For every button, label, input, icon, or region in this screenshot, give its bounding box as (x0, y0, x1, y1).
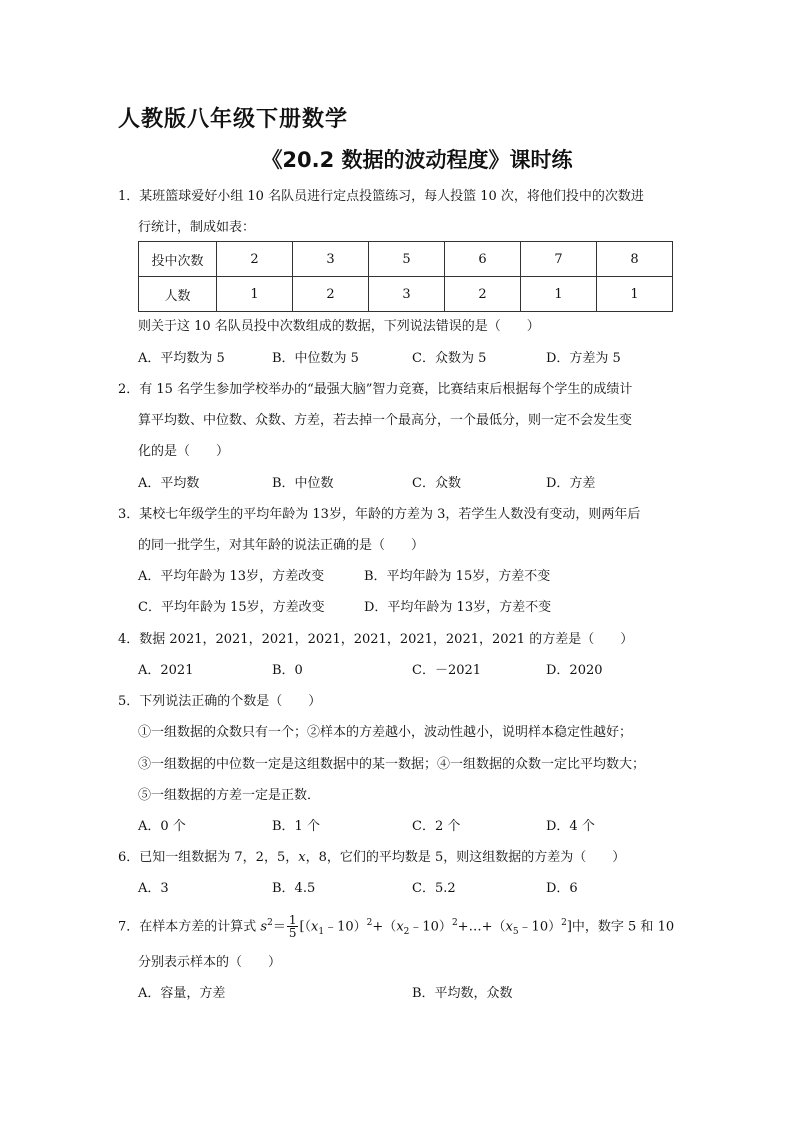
q4-stem-line1: 4．数据 2021，2021，2021，2021，2021，2021，2021，2021 的方差是（ ） (118, 632, 634, 647)
q7-fraction-denominator: 5 (288, 926, 297, 941)
q7-formula-open: [（ (299, 919, 312, 935)
q7-dots: +…+（ (457, 919, 506, 935)
document-subtitle: 《20.2 数据的波动程度》课时练 (261, 148, 573, 172)
table-cell: 2 (293, 277, 369, 312)
q5-option-d: D．4 个 (546, 819, 595, 834)
table-row (139, 242, 673, 277)
q5-option-b: B．1 个 (272, 819, 320, 834)
q7-equals: ＝ (272, 919, 286, 935)
q2-option-c: C．众数 (412, 476, 461, 491)
q1-option-a: A．平均数为 5 (138, 351, 225, 366)
q2-option-a: A．平均数 (138, 476, 200, 491)
q1-stem-line1: 1．某班篮球爱好小组 10 名队员进行定点投篮练习，每人投篮 10 次，将他们投中的次数进 (118, 189, 644, 204)
q7-option-b: B．平均数，众数 (412, 986, 513, 1001)
q7-option-a: A．容量，方差 (138, 986, 226, 1001)
q6-stem-part1: 6．已知一组数据为 7，2，5， (118, 850, 299, 865)
table-cell: 1 (217, 277, 293, 312)
q4-option-d: D．2020 (546, 663, 603, 678)
q7-stem-line1 (118, 910, 674, 945)
q5-option-c: C．2 个 (412, 819, 461, 834)
q7-sub-1: 1 (318, 926, 325, 937)
q1-option-b: B．中位数为 5 (272, 351, 359, 366)
table-row (139, 277, 673, 312)
table-cell: 1 (597, 277, 673, 312)
q2-stem-line1: 2．有 15 名学生参加学校举办的“最强大脑”智力竞赛，比赛结束后根据每个学生的成绩计 (118, 382, 633, 397)
q7-formula-close: ]中，数字 5 和 10 (566, 919, 675, 935)
q6-option-b: B．4.5 (272, 881, 316, 896)
table-cell: 7 (521, 242, 597, 277)
q4-option-a: A．2021 (138, 663, 194, 678)
q7-term1-square: 2 (366, 918, 373, 928)
q7-exponent: 2 (267, 918, 273, 928)
q3-stem-line1: 3．某校七年级学生的平均年龄为 13岁，年龄的方差为 3，若学生人数没有变动，则两年后 (118, 507, 641, 522)
table-cell: 1 (521, 277, 597, 312)
table-cell: 2 (445, 277, 521, 312)
q7-plus: +（ (372, 919, 397, 935)
table-cell: 8 (597, 242, 673, 277)
table-cell: 5 (369, 242, 445, 277)
q3-stem-line2: 的同一批学生，对其年龄的说法正确的是（ ） (138, 538, 425, 553)
q7-term5-tail: ﹣10） (518, 919, 562, 935)
q4-option-b: B．0 (272, 663, 303, 678)
q7-stem-line2: 分别表示样本的（ ） (138, 955, 282, 970)
table-cell: 6 (445, 242, 521, 277)
q7-term5-square: 2 (561, 918, 567, 928)
q1-stem-line3: 则关于这 10 名队员投中次数组成的数据，下列说法错误的是（ ） (138, 319, 540, 334)
q6-variable-x: x (298, 850, 306, 865)
q7-term1-tail: ﹣10） (324, 919, 367, 935)
q3-option-a: A．平均年龄为 13岁，方差改变 (138, 569, 325, 584)
document-title: 人教版八年级下册数学 (118, 107, 349, 132)
q7-sub-2: 2 (403, 926, 410, 937)
table-cell: 3 (293, 242, 369, 277)
q1-stem-line2: 行统计，制成如表： (138, 220, 256, 235)
q3-option-b: B．平均年龄为 15岁，方差不变 (364, 569, 551, 584)
q7-sub-5: 5 (512, 926, 519, 937)
q7-fraction (287, 914, 299, 939)
q7-var-x5: x (505, 919, 513, 935)
q2-option-d: D．方差 (546, 476, 596, 491)
q6-option-c: C．5.2 (412, 881, 456, 896)
table-cell: 投中次数 (139, 242, 217, 277)
q7-term2-square: 2 (451, 918, 458, 928)
q2-option-b: B．中位数 (272, 476, 334, 491)
q5-stem-line2: ①一组数据的众数只有一个；②样本的方差越小，波动性越小，说明样本稳定性越好； (138, 725, 633, 740)
q7-symbol-s: s (260, 919, 268, 935)
q1-data-table (138, 241, 673, 312)
q6-option-a: A．3 (138, 881, 169, 896)
table-cell: 3 (369, 277, 445, 312)
q5-stem-line3: ③一组数据的中位数一定是这组数据中的某一数据；④一组数据的众数一定比平均数大； (138, 757, 646, 772)
q5-stem-line1: 5．下列说法正确的个数是（ ） (118, 694, 322, 709)
q1-option-c: C．众数为 5 (412, 351, 487, 366)
q2-stem-line2: 算平均数、中位数、众数、方差，若去掉一个最高分，一个最低分，则一定不会发生变 (138, 413, 633, 428)
q7-var-x1: x (311, 919, 319, 935)
q1-option-d: D．方差为 5 (546, 351, 621, 366)
q7-stem-prefix: 7．在样本方差的计算式 (118, 919, 261, 935)
table-cell: 人数 (139, 277, 217, 312)
q7-var-x2: x (396, 919, 404, 935)
q4-option-c: C．－2021 (412, 663, 482, 678)
q5-stem-line4: ⑤一组数据的方差一定是正数． (138, 788, 321, 803)
q6-stem-part2: ，8，它们的平均数是 5，则这组数据的方差为（ ） (305, 850, 626, 865)
q3-option-d: D．平均年龄为 13岁，方差不变 (364, 600, 552, 615)
q2-stem-line3: 化的是（ ） (138, 444, 230, 459)
q7-term2-tail: ﹣10） (409, 919, 452, 935)
q5-option-a: A．0 个 (138, 819, 186, 834)
q6-option-d: D．6 (546, 881, 578, 896)
q7-fraction-numerator: 1 (288, 913, 297, 928)
q6-stem-line1 (118, 849, 625, 867)
q3-option-c: C．平均年龄为 15岁，方差改变 (138, 600, 325, 615)
table-cell: 2 (217, 242, 293, 277)
